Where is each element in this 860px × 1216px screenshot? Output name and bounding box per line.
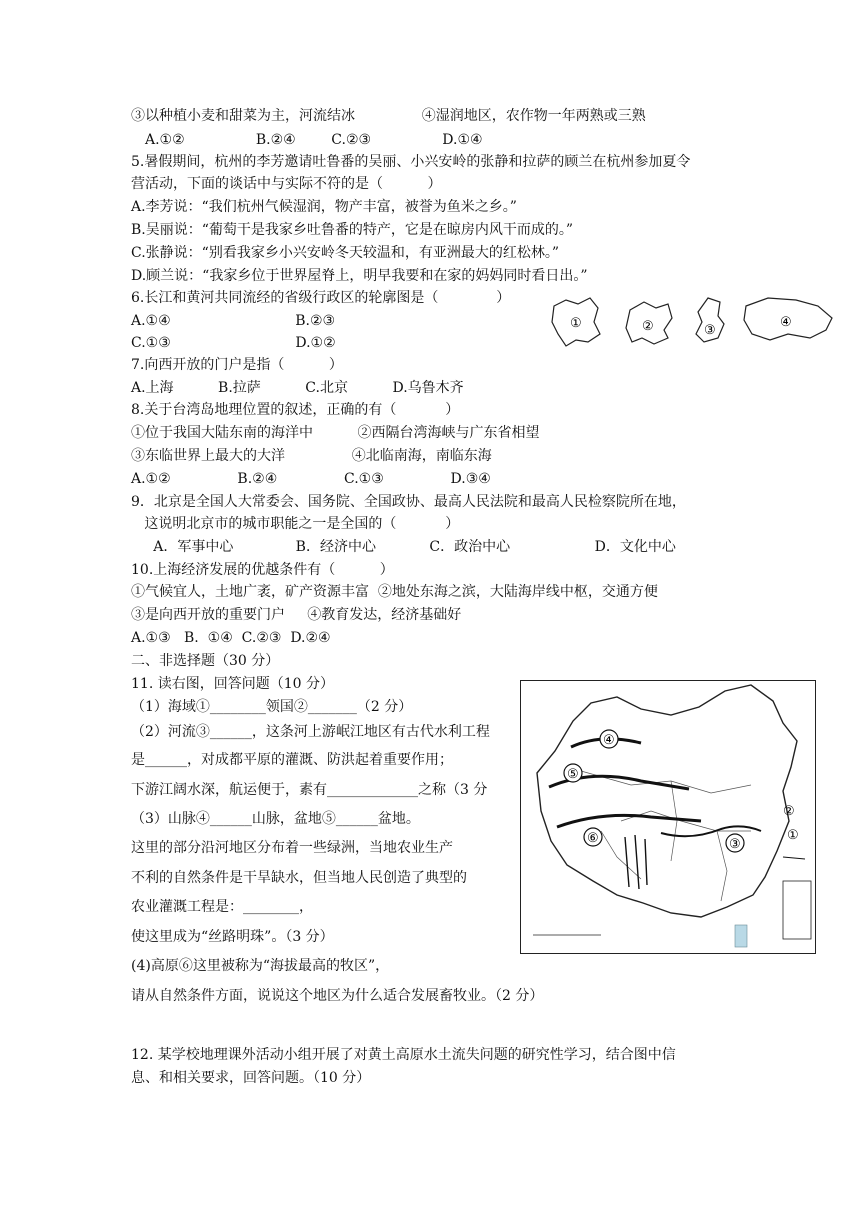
- answer-options: C.①③ D.①②: [131, 335, 336, 351]
- sub-question-3-cont: 不利的自然条件是干旱缺水，但当地人民创造了典型的: [131, 870, 467, 886]
- question-9: 9．北京是全国人大常委会、国务院、全国政协、最高人民法院和最高人民检察院所在地，: [131, 494, 686, 510]
- small-marker: [735, 925, 747, 947]
- sub-question-2-cont: 下游江阔水深，航运便于，素有_____________之称（3 分: [131, 782, 488, 798]
- answer-options: A.①② B.②④ C.①③ D.③④: [131, 471, 491, 487]
- province-outline-figure: [548, 294, 838, 352]
- question-12-cont: 息、和相关要求，回答问题。（10 分）: [131, 1070, 371, 1086]
- sub-question-4: (4)高原⑥这里被称为“海拔最高的牧区”，: [131, 958, 390, 974]
- statement-line: ③是向西开放的重要门户 ④教育发达，经济基础好: [131, 607, 462, 623]
- china-label-2: ②: [783, 804, 795, 819]
- question-7: 7.向西开放的门户是指（ ）: [131, 357, 343, 373]
- statement-line: ①位于我国大陆东南的海洋中 ②西隔台湾海峡与广东省相望: [131, 425, 540, 441]
- china-label-1: ①: [787, 828, 799, 843]
- country-outline: [537, 685, 797, 917]
- coast-sea-mark: [783, 857, 805, 859]
- sub-question-3: （3）山脉④______山脉，盆地⑤______盆地。: [131, 811, 420, 827]
- answer-options: A.①④ B.②③: [131, 313, 336, 329]
- sub-question-2-cont: 是______，对成都平原的灌溉、防洪起着重要作用；: [131, 752, 453, 768]
- sub-question-3-cont: 这里的部分沿河地区分布着一些绿洲，当地农业生产: [131, 840, 453, 856]
- china-map: [521, 681, 815, 953]
- province-borders: [581, 771, 751, 901]
- option-line: ③以种植小麦和甜菜为主，河流结冰 ④湿润地区，农作物一年两熟或三熟: [131, 108, 646, 124]
- section-heading: 二、非选择题（30 分）: [131, 653, 280, 669]
- option-a: A.李芳说：“我们杭州气候湿润，物产丰富，被誉为鱼米之乡。”: [131, 199, 517, 215]
- answer-options: A．军事中心 B．经济中心 C．政治中心 D．文化中心: [131, 539, 676, 555]
- question-5-cont: 营活动，下面的谈话中与实际不符的是（ ）: [131, 176, 442, 192]
- option-c: C.张静说：“别看我家乡小兴安岭冬天较温和，有亚洲最大的红松林。”: [131, 245, 559, 261]
- question-6: 6.长江和黄河共同流经的省级行政区的轮廓图是（ ）: [131, 290, 511, 306]
- question-5: 5.暑假期间，杭州的李芳邀请吐鲁番的吴丽、小兴安岭的张静和拉萨的顾兰在杭州参加夏令: [131, 154, 691, 170]
- china-label-3: ③: [729, 837, 741, 852]
- question-11: 11. 读右图，回答问题（10 分）: [131, 676, 334, 692]
- sub-question-2: （2）河流③______，这条河上游岷江地区有古代水利工程: [131, 724, 490, 740]
- mountain-range-6: [557, 815, 701, 827]
- question-10: 10.上海经济发展的优越条件有（ ）: [131, 562, 394, 578]
- china-label-4: ④: [603, 733, 615, 748]
- statement-line: ③东临世界上最大的大洋 ④北临南海，南临东海: [131, 448, 492, 464]
- sub-question-3-cont: 农业灌溉工程是：________，: [131, 899, 313, 915]
- question-8: 8.关于台湾岛地理位置的叙述，正确的有（ ）: [131, 402, 460, 418]
- question-12: 12. 某学校地理课外活动小组开展了对黄土高原水土流失问题的研究性学习，结合图中信: [131, 1047, 676, 1063]
- answer-options: A.①③ B. ①④ C.②③ D.②④: [131, 630, 331, 646]
- china-map-figure: [520, 680, 816, 954]
- sub-question-1: （1）海域①________领国②_______（2 分）: [131, 699, 413, 715]
- statement-line: ①气候宜人，土地广袤，矿产资源丰富 ②地处东海之滨，大陆海岸线中枢，交通方便: [131, 584, 658, 600]
- china-label-5: ⑤: [567, 767, 579, 782]
- option-b: B.吴丽说：“葡萄干是我家乡吐鲁番的特产，它是在晾房内风干而成的。”: [131, 222, 574, 238]
- province-label-4: ④: [780, 315, 792, 330]
- option-d: D.顾兰说：“我家乡位于世界屋脊上，明早我要和在家的妈妈同时看日出。”: [131, 268, 588, 284]
- province-label-3: ③: [704, 323, 716, 338]
- sub-question-3-cont: 使这里成为“丝路明珠”。（3 分）: [131, 929, 334, 945]
- rivers-southwest: [625, 835, 647, 889]
- sub-question-4-cont: 请从自然条件方面，说说这个地区为什么适合发展畜牧业。（2 分）: [131, 988, 544, 1004]
- answer-options: A.①② B.②④ C.②③ D.①④: [145, 132, 483, 148]
- south-sea-inset: [783, 881, 811, 939]
- province-label-2: ②: [642, 319, 654, 334]
- answer-options: A.上海 B.拉萨 C.北京 D.乌鲁木齐: [131, 380, 464, 396]
- province-label-1: ①: [570, 316, 582, 331]
- question-9-cont: 这说明北京市的城市职能之一是全国的（ ）: [131, 516, 460, 532]
- china-label-6: ⑥: [587, 831, 599, 846]
